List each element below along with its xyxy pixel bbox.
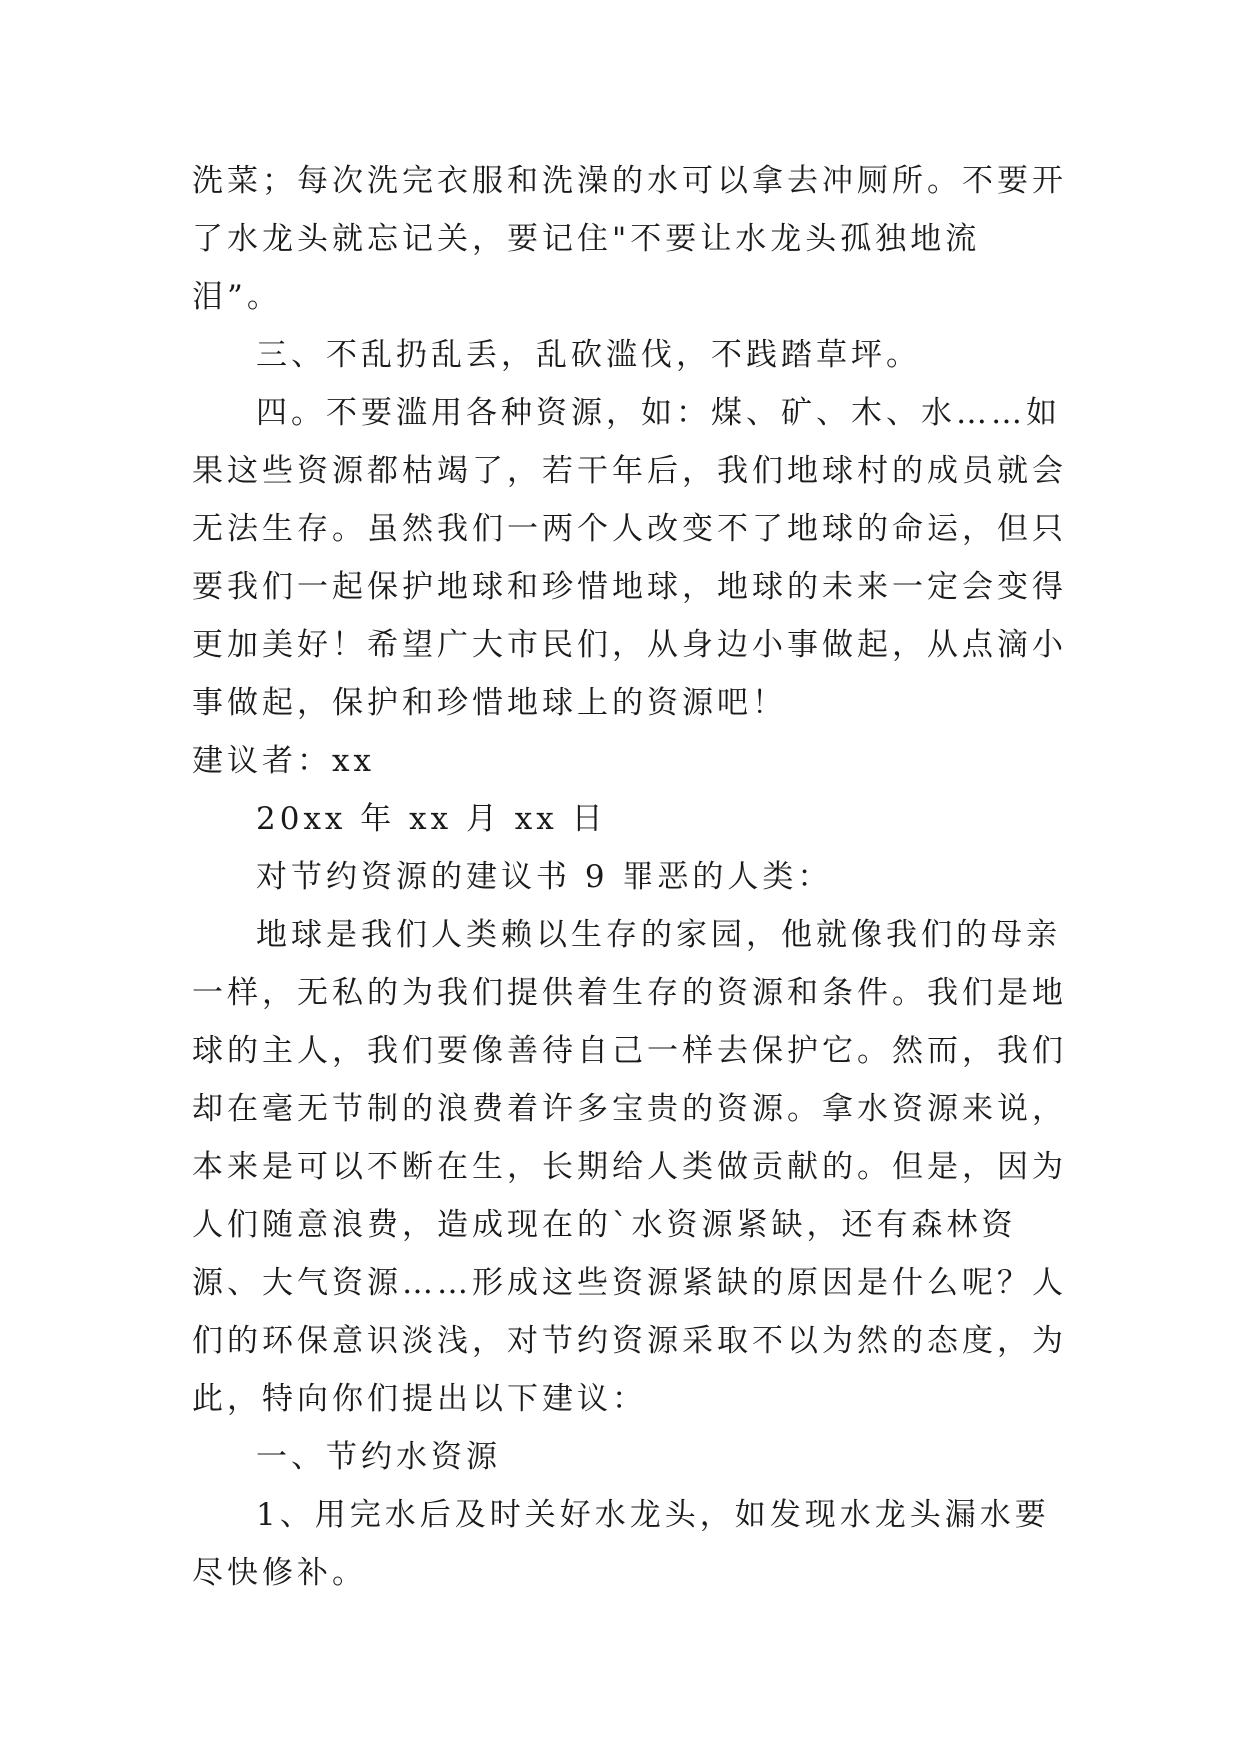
paragraph-water-reuse: 洗菜；每次洗完衣服和洗澡的水可以拿去冲厕所。不要开了水龙头就忘记关，要记住"不要让水龙头孤独地流泪”。	[192, 163, 1067, 315]
paragraph-point-three: 三、不乱扔乱丢，乱砍滥伐，不践踏草坪。	[256, 337, 921, 373]
proposer-line: 建议者：xx	[192, 743, 375, 779]
date-line: 20xx 年 xx 月 xx 日	[256, 801, 607, 837]
paragraph-point-four: 四。不要滥用各种资源，如：煤、矿、木、水……如果这些资源都枯竭了，若干年后，我们地球村的成员就会无法生存。虽然我们一两个人改变不了地球的命运，但只要我们一起保护地球和珍惜地球，地球的未来一定会变得更加美好！希望广大市民们，从身边小事做起，从点滴小事做起，保护和珍惜地球上的资源吧！	[192, 395, 1067, 721]
document-body	[192, 152, 1067, 1602]
paragraph-item-one: 1、用完水后及时关好水龙头，如发现水龙头漏水要尽快修补。	[192, 1497, 1050, 1591]
section-heading-water: 一、节约水资源	[256, 1439, 501, 1475]
paragraph-intro: 地球是我们人类赖以生存的家园，他就像我们的母亲一样，无私的为我们提供着生存的资源和条件。我们是地球的主人，我们要像善待自己一样去保护它。然而，我们却在毫无节制的浪费着许多宝贵的资源。拿水资源来说，本来是可以不断在生，长期给人类做贡献的。但是，因为人们随意浪费，造成现在的`水资源紧缺，还有森林资源、大气资源……形成这些资源紧缺的原因是什么呢？人们的环保意识淡浅，对节约资源采取不以为然的态度，为此，特向你们提出以下建议：	[192, 917, 1067, 1417]
letter-heading: 对节约资源的建议书 9 罪恶的人类：	[256, 859, 833, 895]
